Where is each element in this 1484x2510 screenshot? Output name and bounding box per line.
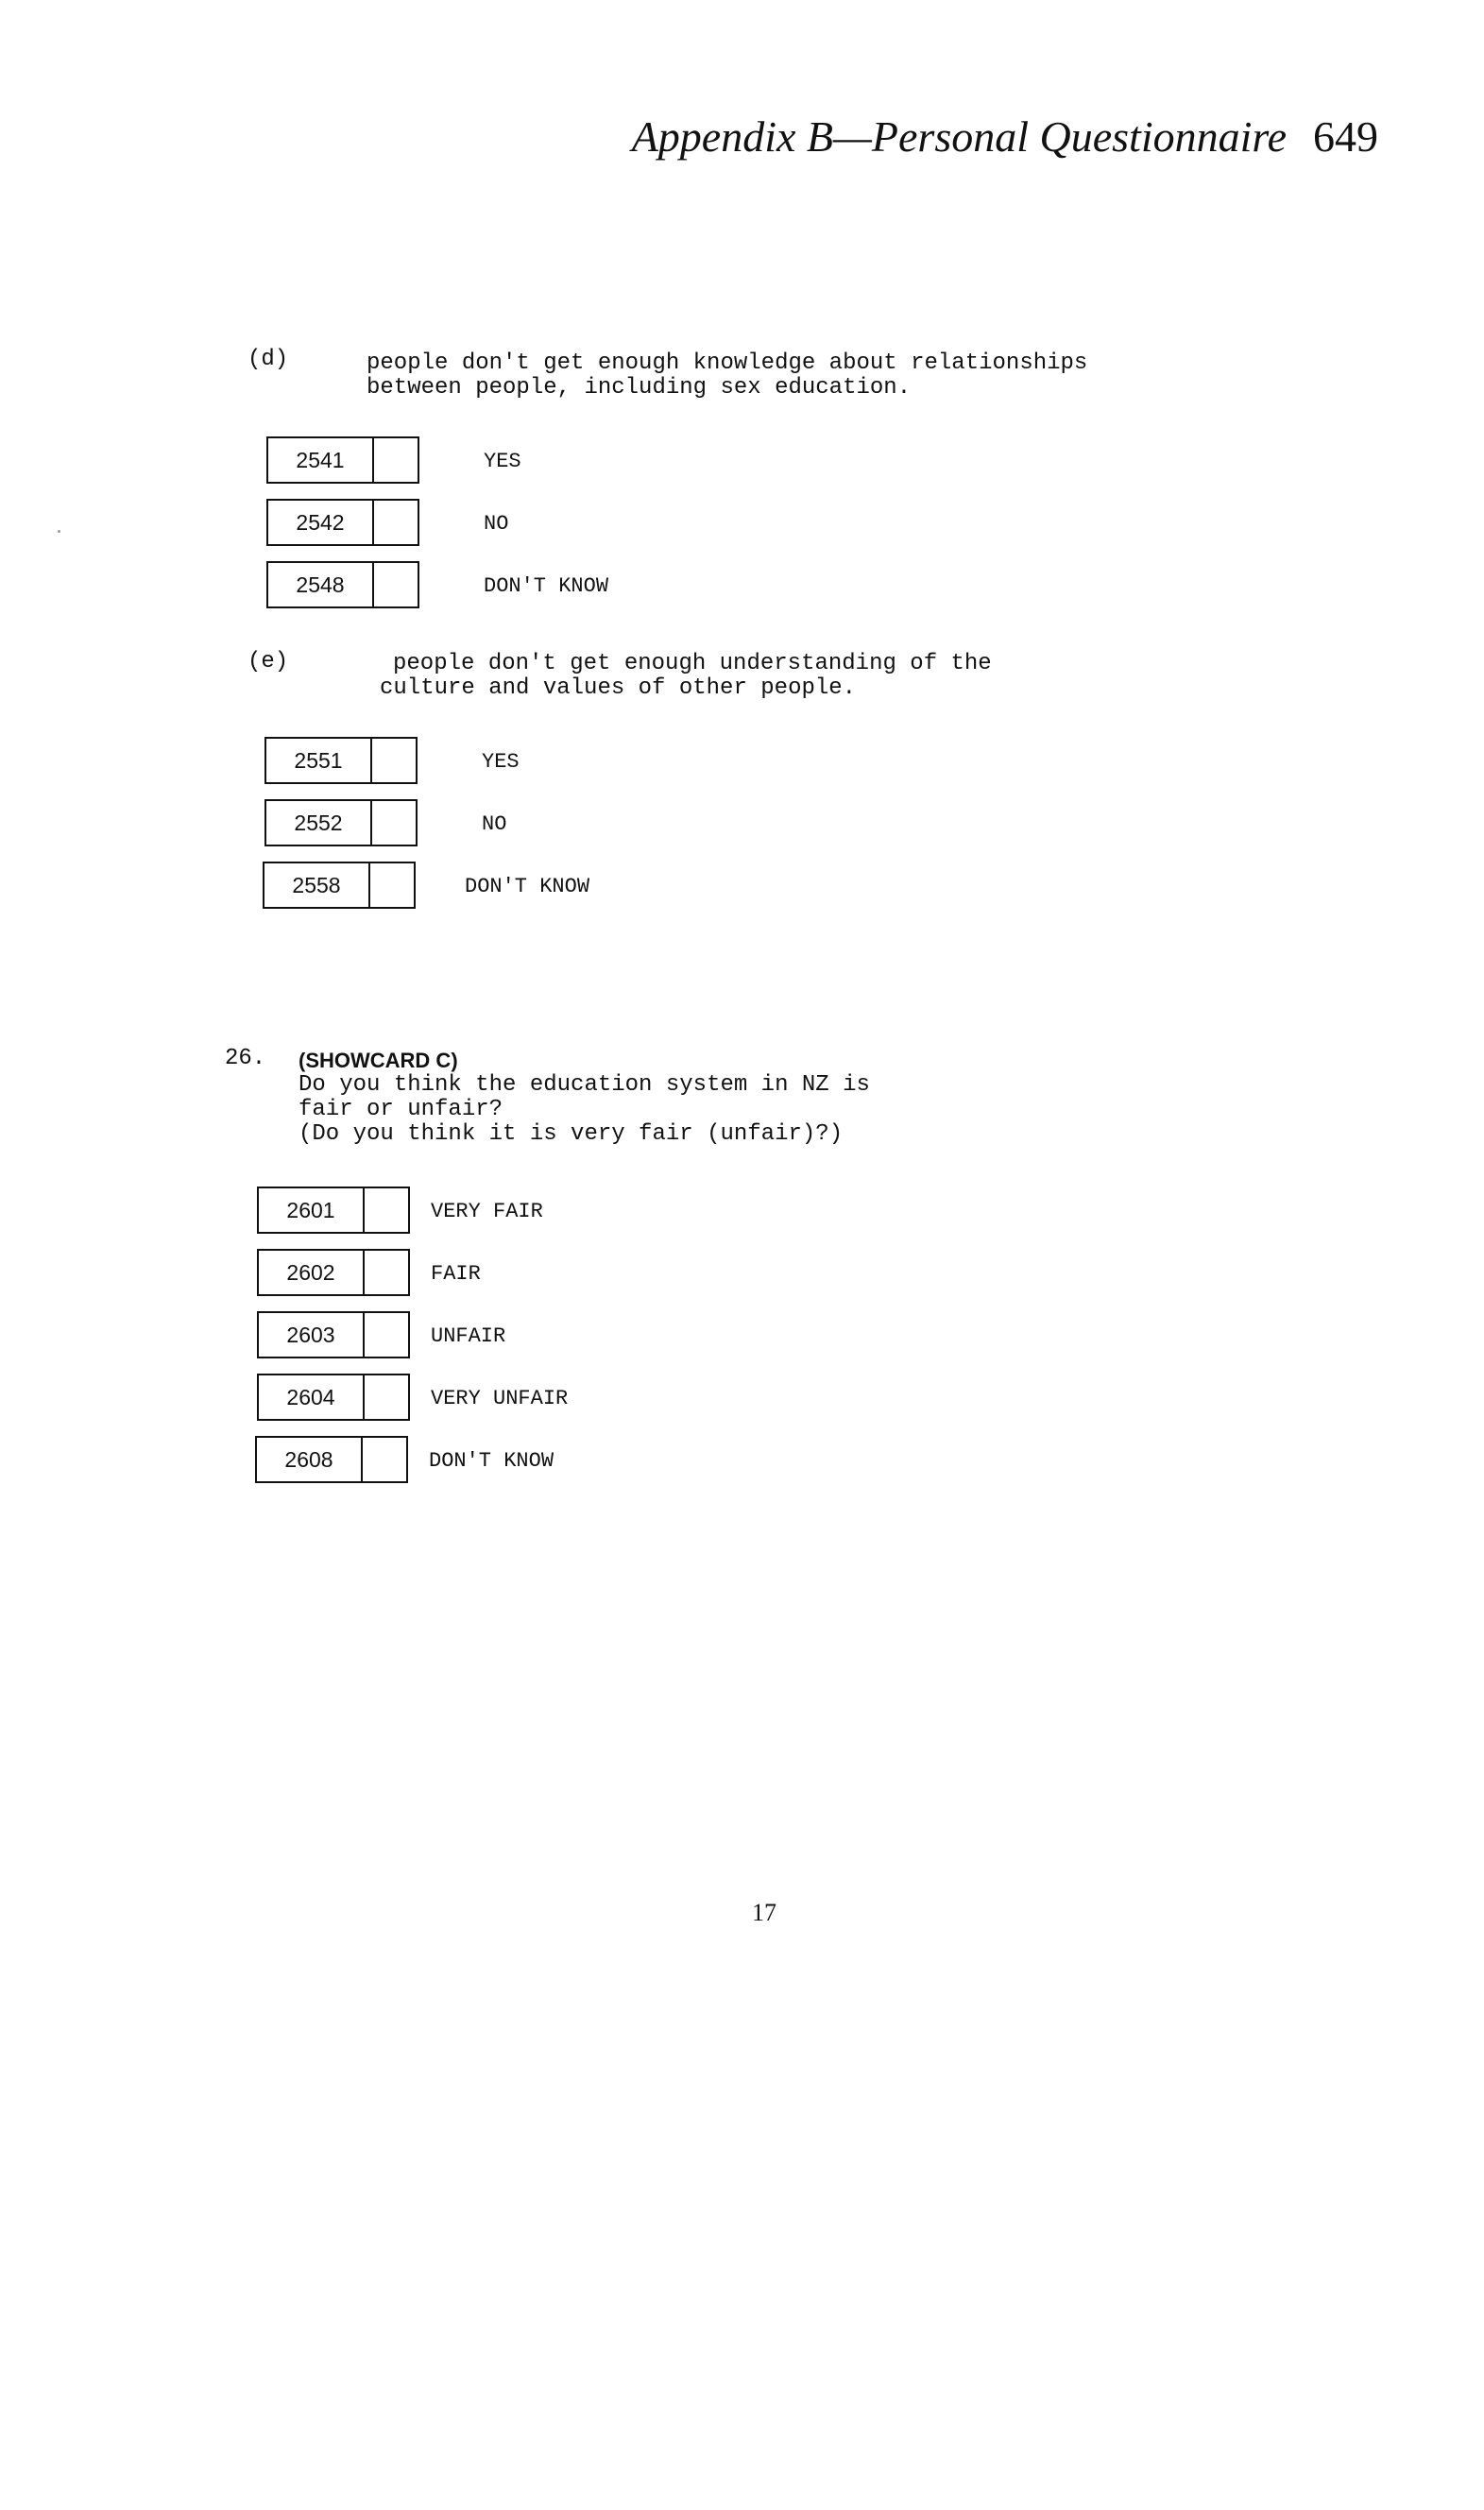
showcard-label: (SHOWCARD C) xyxy=(299,1049,458,1072)
option-label-very-fair: VERY FAIR xyxy=(431,1200,543,1223)
option-label-no: NO xyxy=(482,812,507,836)
item-d-label: (d) xyxy=(247,347,289,372)
checkbox[interactable] xyxy=(365,1188,408,1232)
code-box-2603[interactable] xyxy=(257,1311,410,1358)
code-number: 2601 xyxy=(259,1188,365,1232)
item-e-line1: people don't get enough understanding of the xyxy=(393,651,992,676)
header-page-number: 649 xyxy=(1313,112,1378,161)
question-line3: (Do you think it is very fair (unfair)?) xyxy=(299,1121,844,1147)
option-label-dont-know: DON'T KNOW xyxy=(465,875,590,898)
code-number: 2602 xyxy=(259,1251,365,1294)
code-box-2548[interactable] xyxy=(266,561,419,608)
code-number: 2604 xyxy=(259,1375,365,1419)
option-label-unfair: UNFAIR xyxy=(431,1324,506,1348)
option-label-yes: YES xyxy=(484,450,521,473)
code-number: 2551 xyxy=(266,739,372,782)
code-number: 2548 xyxy=(268,563,374,606)
checkbox[interactable] xyxy=(372,801,416,845)
checkbox[interactable] xyxy=(363,1438,406,1481)
scan-speck xyxy=(58,530,60,533)
code-box-2601[interactable] xyxy=(257,1187,410,1234)
code-box-2608[interactable] xyxy=(255,1436,408,1483)
code-number: 2603 xyxy=(259,1313,365,1357)
question-number: 26. xyxy=(225,1046,266,1071)
checkbox[interactable] xyxy=(365,1375,408,1419)
page-header xyxy=(632,111,1378,162)
code-number: 2542 xyxy=(268,501,374,544)
code-number: 2608 xyxy=(257,1438,363,1481)
item-d-line2: between people, including sex education. xyxy=(367,375,912,401)
option-label-very-unfair: VERY UNFAIR xyxy=(431,1387,569,1410)
option-label-yes: YES xyxy=(482,750,520,774)
option-label-dont-know: DON'T KNOW xyxy=(429,1449,554,1473)
footer-page-number: 17 xyxy=(752,1899,776,1926)
checkbox[interactable] xyxy=(374,501,418,544)
code-number: 2552 xyxy=(266,801,372,845)
checkbox[interactable] xyxy=(374,563,418,606)
code-box-2558[interactable] xyxy=(263,862,416,909)
checkbox[interactable] xyxy=(365,1313,408,1357)
question-line2: fair or unfair? xyxy=(299,1097,503,1122)
question-line1: Do you think the education system in NZ is xyxy=(299,1072,870,1098)
code-box-2604[interactable] xyxy=(257,1374,410,1421)
checkbox[interactable] xyxy=(370,863,414,907)
option-label-no: NO xyxy=(484,512,509,536)
code-number: 2541 xyxy=(268,438,374,482)
code-number: 2558 xyxy=(264,863,370,907)
item-e-line2: culture and values of other people. xyxy=(380,675,857,701)
checkbox[interactable] xyxy=(365,1251,408,1294)
option-label-dont-know: DON'T KNOW xyxy=(484,574,609,598)
code-box-2602[interactable] xyxy=(257,1249,410,1296)
item-e-label: (e) xyxy=(247,649,289,674)
item-d-line1: people don't get enough knowledge about relationships xyxy=(367,350,1088,376)
header-title: Appendix B—Personal Questionnaire xyxy=(631,112,1287,161)
checkbox[interactable] xyxy=(372,739,416,782)
code-box-2551[interactable] xyxy=(264,737,418,784)
checkbox[interactable] xyxy=(374,438,418,482)
option-label-fair: FAIR xyxy=(431,1262,481,1286)
code-box-2541[interactable] xyxy=(266,436,419,484)
code-box-2552[interactable] xyxy=(264,799,418,846)
code-box-2542[interactable] xyxy=(266,499,419,546)
